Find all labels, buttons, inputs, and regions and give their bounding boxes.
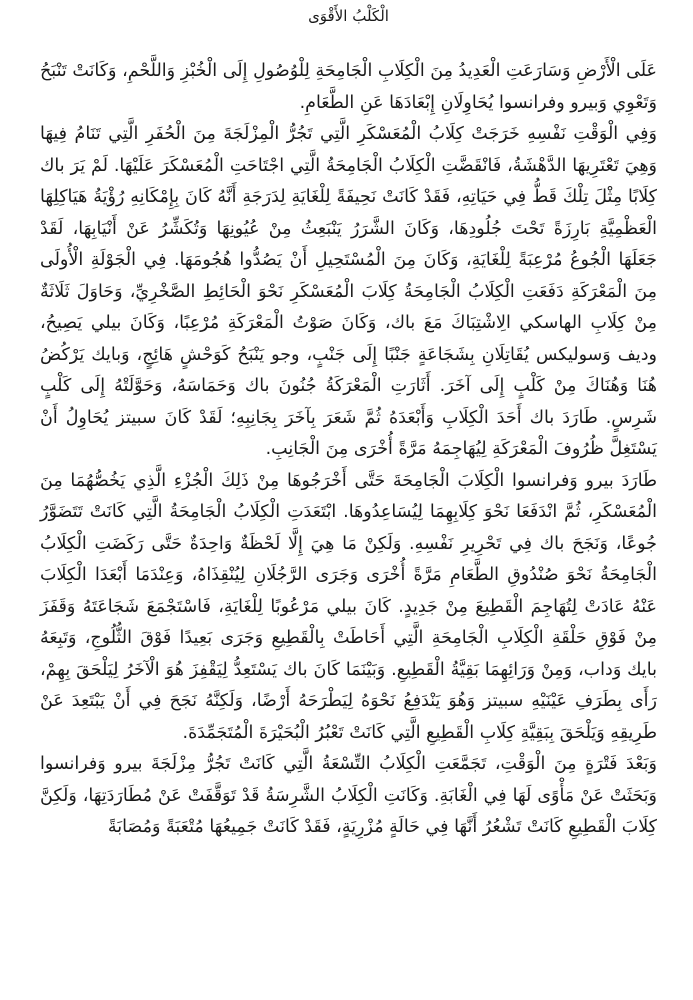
paragraph-2: وَفِي الْوَقْتِ نَفْسِهِ خَرَجَتْ كِلَابُ الْمُعَسْكَرِ الَّتِي تَجُرُّ الْمِزْلَجَةَ مِنَ الْحُفَرِ الَّتِي تَنَامُ فِيهَا وَهِيَ تَعْتَرِيهَا الدَّهْشَةُ، فَانْقَضَّتِ الْكِلَابُ الْجَامِحَةُ الَّتِي اجْتَاحَتِ الْمُعَسْكَرَ عَلَيْهَا. لَمْ يَرَ باك كِلَابًا مِثْلَ تِلْكَ قَطُّ فِي حَيَاتِهِ، فَقَدْ كَانَتْ نَحِيفَةً لِلْغَايَةِ لِدَرَجَةِ أَنَّهُ كَانَ بِإِمْكَانِهِ رُؤْيَةُ هَيَاكِلِهَا الْعَظْمِيَّةِ بَارِزَةً تَحْتَ جُلُودِهَا، وَكَانَ الشَّرَرُ يَنْبَعِثُ مِنْ عُيُونِهَا وَتُكَشِّرُ عَنْ أَنْيَابِهَا، لَقَدْ جَعَلَهَا الْجُوعُ مُرْعِبَةً لِلْغَايَةِ، وَكَانَ مِنَ الْمُسْتَحِيلِ أَنْ يَصُدُّوا هُجُومَهَا. فِي الْجَوْلَةِ الْأُولَى مِنَ الْمَعْرَكَةِ دَفَعَتِ الْكِلَابُ الْجَامِحَةُ كِلَابَ الْمُعَسْكَرِ نَحْوَ الْحَائِطِ الصَّخْرِيِّ، وَحَاوَلَ ثَلَاثَةٌ مِنْ كِلَابِ الهاسكي الِاشْتِبَاكَ مَعَ باك، وَكَانَ صَوْتُ الْمَعْرَكَةِ مُرْعِبًا، وَكَانَ بيلي يَصِيحُ، وديف وَسوليكس يُقَاتِلَانِ بِشَجَاعَةٍ جَنْبًا إِلَى جَنْبٍ، وجو يَنْبَحُ كَوَحْشٍ هَائِجٍ، وَبايك يَرْكُضُ هُنَا وَهُنَاكَ مِنْ كَلْبٍ إِلَى آخَرَ. أَثَارَتِ الْمَعْرَكَةُ جُنُونَ باك وَحَمَاسَهُ، وَحَوَّلَتْهُ إِلَى كَلْبٍ شَرِسٍ. طَارَدَ باك أَحَدَ الْكِلَابِ وَأَبْعَدَهُ ثُمَّ شَعَرَ بِآخَرَ بِجَانِبِهِ؛ لَقَدْ كَانَ سبيتز يُحَاوِلُ أَنْ يَسْتَغِلَّ ظُرُوفَ الْمَعْرَكَةِ لِيُهَاجِمَهُ مَرَّةً أُخْرَى مِنَ الْجَانِبِ. [40, 124, 657, 459]
paragraph-1: عَلَى الْأَرْضِ وَسَارَعَتِ الْعَدِيدُ مِنَ الْكِلَابِ الْجَامِحَةِ لِلْوُصُولِ إِلَى الْخُبْزِ وَاللَّحْمِ، وَكَانَتْ تَنْبَحُ وَتَعْوِي وَبيرو وفرانسوا يُحَاوِلَانِ إِبْعَادَهَا عَنِ الطَّعَامِ. [40, 61, 657, 113]
paragraph-4: وَبَعْدَ فَتْرَةٍ مِنَ الْوَقْتِ، تَجَمَّعَتِ الْكِلَابُ التِّسْعَةُ الَّتِي كَانَتْ تَجُرُّ مِزْلَجَةَ بيرو وَفرانسوا وَبَحَثَتْ عَنْ مَأْوًى لَهَا فِي الْغَابَةِ. وَكَانَتِ الْكِلَابُ الشَّرِسَةُ قَدْ تَوَقَّفَتْ عَنْ مُطَارَدَتِهَا، وَلَكِنَّ كِلَابَ الْقَطِيعِ كَانَتْ تَشْعُرُ أَنَّهَا فِي حَالَةٍ مُزْرِيَةٍ، فَقَدْ كَانَتْ جَمِيعُهَا مُتْعَبَةً وَمُصَابَةً [40, 754, 657, 837]
chapter-title: الْكَلْبُ الأَقْوَى [308, 7, 389, 25]
paragraph-3: طَارَدَ بيرو وَفرانسوا الْكِلَابَ الْجَامِحَةَ حَتَّى أَخْرَجُوهَا مِنْ ذَلِكَ الْجُزْءِ الَّذِي يَخُصُّهُمَا مِنَ الْمُعَسْكَرِ، ثُمَّ انْدَفَعَا نَحْوَ كِلَابِهِمَا لِيُسَاعِدُوهَا. ابْتَعَدَتِ الْكِلَابُ الْجَامِحَةُ الَّتِي كَانَتْ تَتَضَوَّرُ جُوعًا، وَنَجَحَ باك فِي تَحْرِيرِ نَفْسِهِ. وَلَكِنْ مَا هِيَ إِلَّا لَحْظَةٌ وَاحِدَةٌ حَتَّى رَكَضَتِ الْكِلَابُ الْجَامِحَةُ نَحْوَ صُنْدُوقِ الطَّعَامِ مَرَّةً أُخْرَى وَجَرَى الرَّجُلَانِ لِيُنْقِذَاهُ، وَعِنْدَمَا أَبْعَدَا الْكِلَابَ عَنْهُ عَادَتْ لِتُهَاجِمَ الْقَطِيعَ مِنْ جَدِيدٍ. كَانَ بيلي مَرْعُوبًا لِلْغَايَةِ، فَاسْتَجْمَعَ شَجَاعَتَهُ وَقَفَزَ مِنْ فَوْقِ حَلْقَةِ الْكِلَابِ الْجَامِحَةِ الَّتِي أَحَاطَتْ بِالْقَطِيعِ وَجَرَى بَعِيدًا فَوْقَ الثُّلُوجِ، وَتَبِعَهُ بايك وَداب، وَمِنْ وَرَائِهِمَا بَقِيَّةُ الْقَطِيعِ. وَبَيْنَمَا كَانَ باك يَسْتَعِدُّ لِيَقْفِزَ هُوَ الْآخَرُ لِيَلْحَقَ بِهِمْ، رَأَى بِطَرَفِ عَيْنَيْهِ سبيتز وَهُوَ يَنْدَفِعُ نَحْوَهُ لِيَطْرَحَهُ أَرْضًا، وَلَكِنَّهُ نَجَحَ فِي أَنْ يَبْتَعِدَ عَنْ طَرِيقِهِ وَيَلْحَقَ بِبَقِيَّةِ كِلَابِ الْقَطِيعِ الَّتِي كَانَتْ تَعْبُرُ الْبُحَيْرَةَ الْمُتَجَمِّدَةَ. [40, 470, 657, 743]
